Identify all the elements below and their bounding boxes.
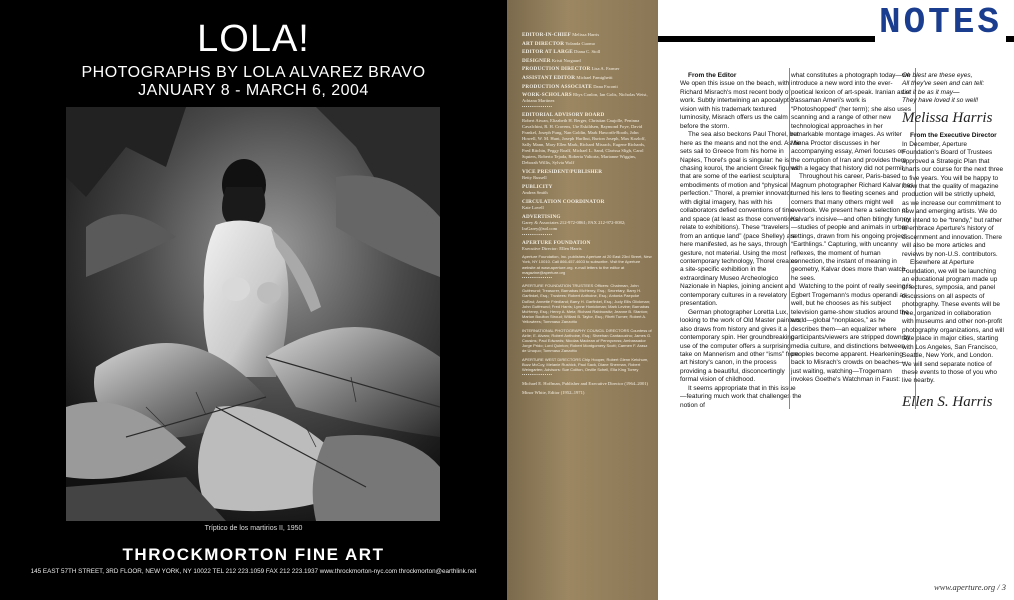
director-signature: Ellen S. Harris (902, 393, 993, 410)
executive-director-heading: From the Executive Director (910, 132, 997, 140)
masthead-role-line: EDITOR AT LARGE Diana C. Stoll (522, 49, 601, 56)
column-rule (789, 68, 790, 409)
founder-credit: Michael E. Hoffman, Publisher and Executive Director (1964–2001) (522, 381, 649, 387)
editor-signature: Melissa Harris (902, 109, 993, 126)
advertising-contact: Garey & Associates 212-972-0861; FAX 212-972-0082; IraGarey@aol.com (522, 220, 626, 232)
advisory-board-names: Robert Atwan, Elizabeth H. Berger, Christian Caujolle, Peninna Cavalchini, R. H. Cravens, Ute Eskildsen, Raymond Foye, David Frankel, Joseph Fung, Nan Goldin, Mark Haworth-Booth, John Howell, W. M. Hunt, Joseph Hurlbut, Burton Joseph, Max Kozloff, Sally Mann, Mary Ellen Mark, Richard Misrach, Eugene Richards, Fred Ritchin, Peggy Roalf, Michael L. Sand, Clarissa Sligh, Carol Squiers, Roberto Tejada, Roberta Valtorta, Marianne Wiggins, Deborah Willis, Sylvia Wolf (522, 118, 646, 166)
foundation-heading: APERTURE FOUNDATION (522, 240, 591, 247)
paragraph: Watching to the point of really seeing is Egbert Trogemann's modus operandi as well, but he chooses as his subject television game-show studios around the world—global “nonplaces,” as he describes them—an equalizer where participants/viewers are stripped down by media culture, and distinctions between peoples become apparent. Hearkening back to Misrach's crowds on beaches—just waiting, watching—Trogemann invokes Goethe's Watchman in Faust: (791, 283, 912, 384)
paragraph: Elsewhere at Aperture Foundation, we will be launching an educational program made up of lectures, symposia, and panel discussions on all aspects of photography. These events will be free, organized in collaboration with museums and other non-profit photography organizations, and will take place in major cities, starting with Los Angeles, San Francisco, Seattle, New York, and London. We will send separate notice of these events to those of you who live nearby. (902, 259, 1004, 385)
notes-column-1 (680, 72, 802, 410)
paragraph: German photographer Loretta Lux, looking to the work of Old Master painters, also draws from history and gives it a contemporary spin. Her groundbreaking use of the computer offers a surprising take on Mannerism and other “isms” from art history's canon, in the process providing a beautiful, disconcertingly formal vision of childhood. (680, 308, 802, 384)
notes-title: NOTES (875, 2, 1006, 43)
circulation-heading: CIRCULATION COORDINATOR (522, 199, 605, 206)
masthead-divider: •••••••••••••••• (522, 274, 553, 280)
masthead-role-line: PRODUCTION DIRECTOR Lisa A. Farmer (522, 66, 620, 73)
ad-photo-caption: Tríptico de los martirios II, 1950 (204, 525, 303, 532)
advisory-board-heading: EDITORIAL ADVISORY BOARD (522, 112, 605, 119)
editor-credit: Minor White, Editor (1952–1971) (522, 390, 585, 396)
west-directors: APERTURE WEST DIRECTORS Chip Hooper, Robert Glenn Ketchum, Buzz McCoy, Melanie Rushick, Paul Sack, Diane Sherman, Robert Weingarten; Advisors: Sue Coliton, Orville Schell, Ella King Torrey (522, 356, 649, 373)
ad-title: LOLA! (197, 18, 310, 60)
notes-column-2 (791, 72, 914, 385)
vp-name: Betty Russell (522, 175, 547, 181)
paragraph: what constitutes a photograph today—we introduce a new word into the ever-poetical lexicon of art-speak. Iranian artist Yassaman Ameri's work is “Photoshopped” (her term); she also uses scanning and a range of other new technological approaches in her remarkable montage images. As writer Minna Proctor discusses in her accompanying essay, Ameri focuses on the corruption of Iran and provides them with a legacy that history did not permit. (791, 72, 911, 172)
masthead-column (507, 0, 658, 600)
page-folio: www.aperture.org / 3 (934, 582, 1006, 592)
ad-gallery-address: 145 EAST 57TH STREET, 3RD FLOOR, NEW YORK, NY 10022 TEL 212 223.1059 FAX 212 223.1937 www.throckmorton-nyc.com throckmorton@earthlink.net (30, 568, 477, 575)
editor-heading: From the Editor (688, 72, 737, 79)
advertising-heading: ADVERTISING (522, 214, 561, 221)
notes-column-3 (902, 72, 1004, 416)
paragraph: We open this issue on the beach, with Richard Misrach's most recent body of work. Subtly intertwining an apocalyptic vision with his trademark textured luminosity, Misrach offers us the calm before the storm. (680, 80, 794, 130)
poem-line: All they've seen and can tell: (902, 80, 985, 88)
masthead-divider: •••••••••••••••• (522, 372, 553, 378)
poem-line: Oh blest are these eyes, (902, 72, 973, 79)
notes-page (658, 0, 1014, 600)
masthead-role-line: DESIGNER Kristi Norgaard (522, 57, 581, 64)
ad-gallery-name: THROCKMORTON FINE ART (122, 545, 385, 564)
masthead-role-line: EDITOR-IN-CHIEF Melissa Harris (522, 32, 600, 38)
masthead-role-line: ASSISTANT EDITOR Michael Famighetti (522, 74, 613, 81)
masthead-role-line: PRODUCTION ASSOCIATE Dana Faconti (522, 83, 618, 90)
ad-photograph (66, 107, 440, 521)
paragraph: Throughout his career, Paris-based Magnum photographer Richard Kalvar has turned his lens to fleeting scenes and corners that many others might well overlook. We present here a selection of Kalvar's incisive—and often bitingly funny—studies of people and animals in urban settings, drawn from his ongoing project “Earthlings.” Capturing, with uncanny reflexes, the moment of human connection, the instant of meaning in geometry, Kalvar does more than watch, he sees. (791, 173, 914, 282)
masthead-roles (522, 32, 652, 396)
masthead-divider: •••••••••••••••• (522, 232, 553, 238)
poem-quote (902, 72, 1004, 106)
masthead-role-line: WORK-SCHOLARS Rhys Conlon, Ian Golis, Nicholas Weist, Adriana Martinez (522, 92, 648, 104)
publicity-name: Andrea Smith (522, 190, 548, 196)
publicity-heading: PUBLICITY (522, 184, 553, 191)
masthead-role-line: ART DIRECTOR Yolanda Cuomo (522, 40, 596, 47)
circulation-name: Kate Lovell (522, 205, 544, 211)
ad-dates: JANUARY 8 - MARCH 6, 2004 (138, 82, 369, 99)
paragraph: The sea also beckons Paul Thorel, but here as the means and not the end. As he sets sail to Greece from his home in Naples, Thorel's goal is singular: he is chasing kouroi, the ancient Greek figures that are some of the earliest sculptural embodiments of motion and “physical perfection.” Thorel, a premier innovator with digital imagery, has with his collaborators defied conventions of time and space (at least as those conventions relate to exhibitions). These “travelers from an antique land” (pace Shelley) are here manifested, as he says, through gesture, not material. Using the most contemporary technology, Thorel creates a site-specific exhibition in the extraordinary Museo Archeologico Nazionale in Naples, joining ancient and contemporary cultures in a revelatory presentation. (680, 131, 801, 308)
paragraph: It seems appropriate that in this issue—featuring much work that challenges the notion of (680, 384, 802, 409)
poem-line: They have loved it so well! (902, 97, 979, 105)
photograph-art (66, 107, 440, 521)
paragraph: In December, Aperture Foundation's Board of Trustees approved a Strategic Plan that charts our course for the next three to five years. You will be happy to know that the quality of magazine production will be strictly upheld, as we increase our commitment to new and emerging artists. We do not intend to be “trendy,” but rather to embrace Aperture's history of discernment and innovation. There will also be more articles and reviews by non-U.S. contributors. (902, 140, 1004, 258)
masthead-divider: •••••••••••••••• (522, 104, 553, 110)
foundation-trustees: APERTURE FOUNDATION TRUSTEES Officers: Chairman, John Gutfreund; Treasurer, Barnabas McHenry, Esq.; Secretary, Barry H. Garfinkel, Esq.; Trustees: Robert Anthoine, Esq.; Antonia Paepcke DuBrul; Annette Friedland; Barry H. Garfinkel, Esq.; Judy Ellis Glickman; John Gutfreund; Fred Harris; Lynne Honickman; Mark Levine; Barnabas McHenry, Esq.; Henry A. Metz; Richard Rabinowitz; Jeanne B. Stanton; Marion Boulton Stroud; Willard B. Taylor, Esq.; Rhett Turner; Robert A. Yellowlees; Tommaso Zanzotto (522, 282, 651, 325)
ad-subtitle: PHOTOGRAPHS BY LOLA ALVAREZ BRAVO (81, 64, 426, 81)
vp-heading: VICE PRESIDENT/PUBLISHER (522, 169, 603, 176)
foundation-info: Aperture Foundation, Inc. publishes Aperture at 20 East 23rd Street, New York, NY 10010. Call 866-457-4603 to subscribe. Visit the Aperture website at www.aperture.org. e-mail letters to the editor at magazine@aperture.org (522, 254, 652, 275)
foundation-executive: Executive Director: Ellen Harris (522, 246, 582, 252)
poem-line: Let it be as it may— (902, 88, 960, 96)
council-directors: INTERNATIONAL PHOTOGRAPHY COUNCIL DIRECTORS Countess of Airlie; E. Alvaro; Robert Anthoine, Esq.; Sheehan Cantacuzino; James G. Cousins; Paul Edwards; Nicolas Maclean of Pennycross; Ambassador Jorge Prido; Lord Quinton; Robert Montgomery Scott; Carmen F. Arasz de Uruquo; Tommaso Zanzotto (522, 327, 652, 354)
